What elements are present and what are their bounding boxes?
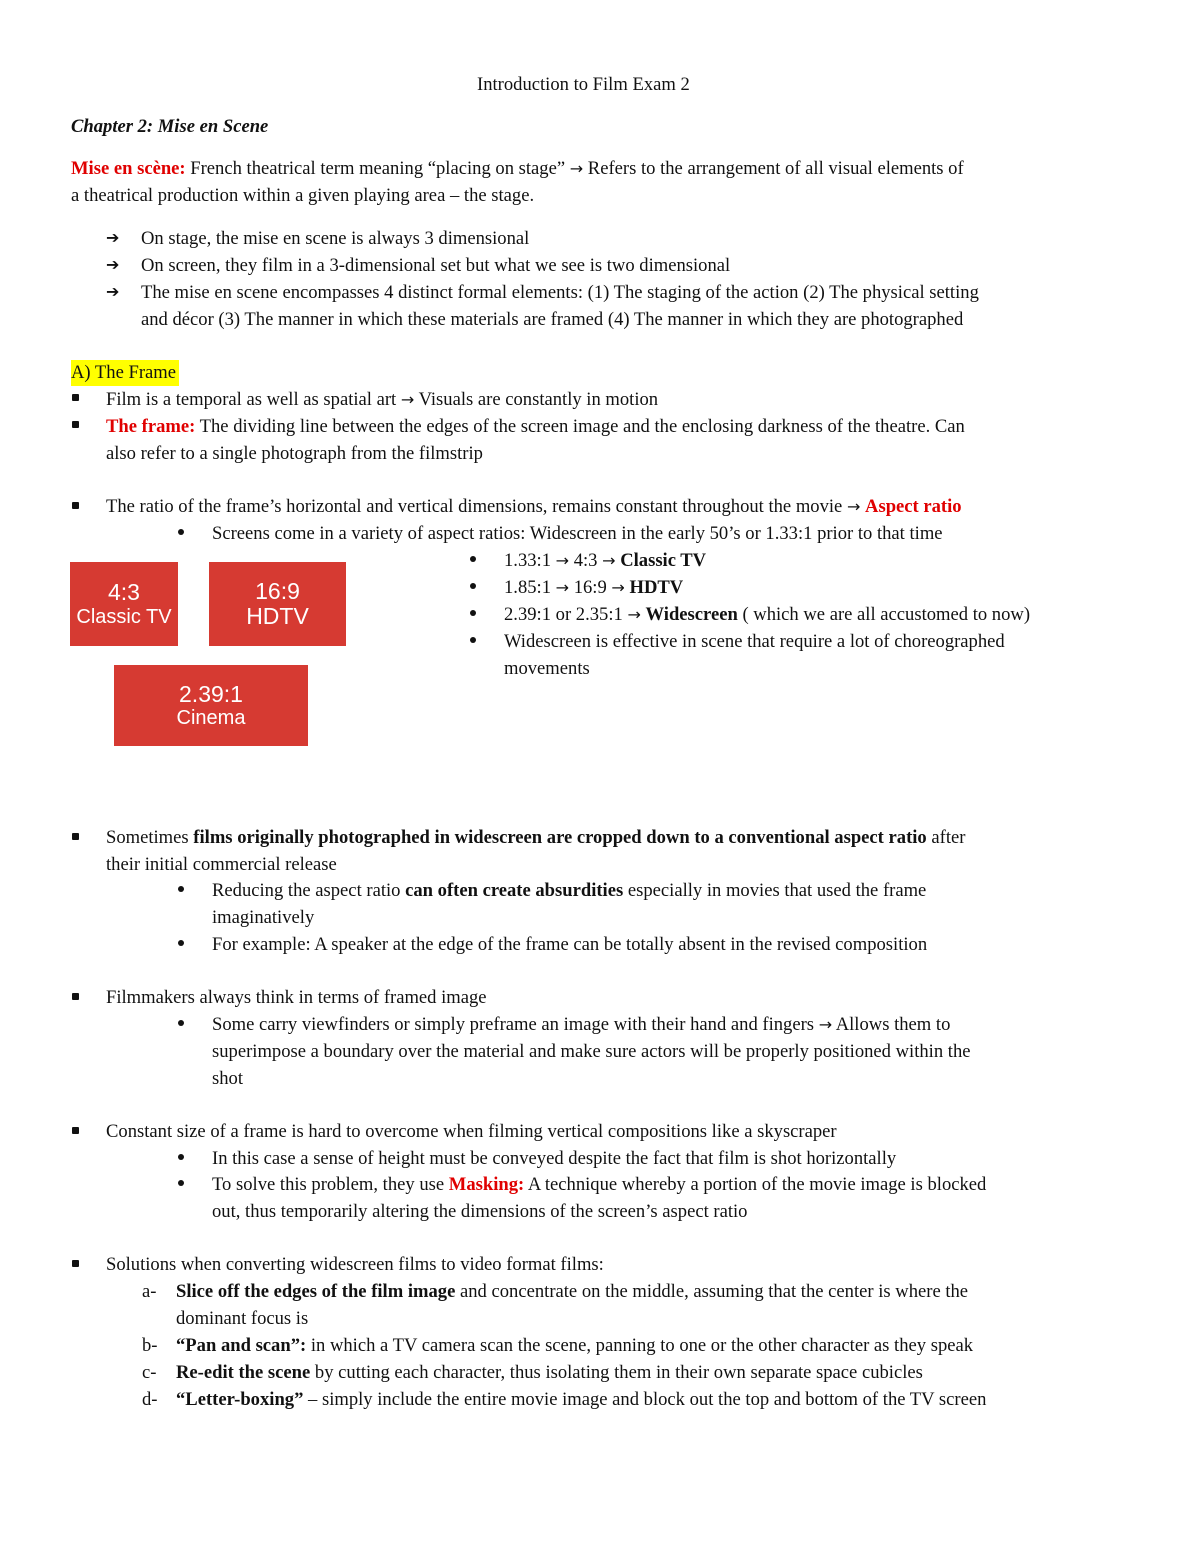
term-mise-en-scene: Mise en scène: xyxy=(71,158,186,179)
solution-marker-d: d- xyxy=(142,1389,158,1410)
widescreen-note: Widescreen is effective in scene that require a lot of choreographed xyxy=(504,631,1005,652)
vertical-sub-1: In this case a sense of height must be conveyed despite the fact that film is shot horizontally xyxy=(212,1148,897,1169)
arrow-icon: → xyxy=(555,578,570,597)
term-aspect-ratio: Aspect ratio xyxy=(865,496,962,517)
intro-line-1: Mise en scène: French theatrical term meaning “placing on stage” → Refers to the arrangement of all visual elements of xyxy=(71,158,964,179)
bullet-icon xyxy=(178,940,184,946)
vertical-sub-2-cont: out, thus temporarily altering the dimensions of the screen’s aspect ratio xyxy=(212,1201,748,1222)
bullet-icon xyxy=(178,1180,184,1186)
solutions-intro: Solutions when converting widescreen films to video format films: xyxy=(106,1254,604,1275)
vertical-point: Constant size of a frame is hard to overcome when filming vertical compositions like a skyscraper xyxy=(106,1121,837,1142)
cropping-sub-1: Reducing the aspect ratio can often create absurdities especially in movies that used the frame xyxy=(212,880,927,901)
arrow-item-1: On stage, the mise en scene is always 3 dimensional xyxy=(141,228,530,249)
bullet-icon xyxy=(470,556,476,562)
solution-item-c: Re-edit the scene by cutting each character, thus isolating them in their own separate space cubicles xyxy=(176,1362,923,1383)
arrow-icon: → xyxy=(818,1015,833,1034)
bullet-icon xyxy=(178,1154,184,1160)
arrow-icon: → xyxy=(627,605,641,624)
arrow-icon: → xyxy=(602,551,616,570)
ratio-box-cinema: 2.39:1 Cinema xyxy=(114,665,308,746)
bullet-icon xyxy=(470,610,476,616)
arrow-item-2: On screen, they film in a 3-dimensional set but what we see is two dimensional xyxy=(141,255,731,276)
aspect-ratio-sub: Screens come in a variety of aspect ratios: Widescreen in the early 50’s or 1.33:1 prior to that time xyxy=(212,523,943,544)
bullet-icon xyxy=(72,1127,79,1134)
arrow-bullet-icon: ➔ xyxy=(106,255,120,274)
ratio-item-1: 1.33:1 → 4:3 → Classic TV xyxy=(504,550,707,571)
solution-marker-c: c- xyxy=(142,1362,157,1383)
bullet-icon xyxy=(178,529,184,535)
vertical-sub-2: To solve this problem, they use Masking: A technique whereby a portion of the movie image is blocked xyxy=(212,1174,987,1195)
filmmakers-sub: Some carry viewfinders or simply preframe an image with their hand and fingers → Allows them to xyxy=(212,1014,951,1035)
bullet-icon xyxy=(178,886,184,892)
ratio-box-classic-tv: 4:3 Classic TV xyxy=(70,562,178,646)
bullet-icon xyxy=(72,833,79,840)
document-title: Introduction to Film Exam 2 xyxy=(477,74,690,95)
bullet-icon xyxy=(72,502,79,509)
frame-point-1: Film is a temporal as well as spatial art → Visuals are constantly in motion xyxy=(106,389,659,410)
solution-item-d: “Letter-boxing” – simply include the entire movie image and block out the top and bottom of the TV screen xyxy=(176,1389,987,1410)
arrow-bullet-icon: ➔ xyxy=(106,282,120,301)
bullet-icon xyxy=(178,1020,184,1026)
cropping-sub-1-cont: imaginatively xyxy=(212,907,315,928)
solution-item-a: Slice off the edges of the film image and concentrate on the middle, assuming that the center is where the xyxy=(176,1281,969,1302)
intro-line-2: a theatrical production within a given playing area – the stage. xyxy=(71,185,535,206)
solution-marker-b: b- xyxy=(142,1335,158,1356)
filmmakers-sub-cont-2: shot xyxy=(212,1068,243,1089)
bullet-icon xyxy=(72,1260,79,1267)
arrow-icon: → xyxy=(846,497,861,516)
bullet-icon xyxy=(470,583,476,589)
filmmakers-sub-cont: superimpose a boundary over the material and make sure actors will be properly positioned within the xyxy=(212,1041,971,1062)
widescreen-note-cont: movements xyxy=(504,658,590,679)
frame-point-3: The ratio of the frame’s horizontal and vertical dimensions, remains constant throughout the movie → Aspect ratio xyxy=(106,496,962,517)
term-masking: Masking: xyxy=(448,1174,525,1195)
bullet-icon xyxy=(72,993,79,1000)
ratio-item-2: 1.85:1 → 16:9 → HDTV xyxy=(504,577,684,598)
frame-point-2-cont: also refer to a single photograph from the filmstrip xyxy=(106,443,483,464)
bullet-icon xyxy=(72,421,79,428)
cropping-point: Sometimes films originally photographed in widescreen are cropped down to a conventional aspect ratio after xyxy=(106,827,966,848)
bullet-icon xyxy=(72,394,79,401)
filmmakers-point: Filmmakers always think in terms of framed image xyxy=(106,987,487,1008)
arrow-icon: → xyxy=(611,578,625,597)
cropping-point-cont: their initial commercial release xyxy=(106,854,337,875)
solution-item-b: “Pan and scan”: in which a TV camera scan the scene, panning to one or the other character as they speak xyxy=(176,1335,974,1356)
ratio-box-hdtv: 16:9 HDTV xyxy=(209,562,346,646)
arrow-icon: → xyxy=(569,159,584,178)
ratio-item-3: 2.39:1 or 2.35:1 → Widescreen ( which we are all accustomed to now) xyxy=(504,604,1031,625)
frame-point-2: The frame: The dividing line between the edges of the screen image and the enclosing darkness of the theatre. Can xyxy=(106,416,965,437)
arrow-bullet-icon: ➔ xyxy=(106,228,120,247)
section-a-heading: A) The Frame xyxy=(71,364,179,383)
arrow-item-3: The mise en scene encompasses 4 distinct formal elements: (1) The staging of the action (2) The physical setting xyxy=(141,282,979,303)
bullet-icon xyxy=(470,637,476,643)
chapter-heading: Chapter 2: Mise en Scene xyxy=(71,116,269,137)
solution-marker-a: a- xyxy=(142,1281,157,1302)
arrow-icon: → xyxy=(400,390,415,409)
arrow-item-3-cont: and décor (3) The manner in which these materials are framed (4) The manner in which they are photographed xyxy=(141,309,964,330)
term-the-frame: The frame: xyxy=(106,416,196,437)
solution-item-a-cont: dominant focus is xyxy=(176,1308,309,1329)
arrow-icon: → xyxy=(555,551,570,570)
cropping-sub-2: For example: A speaker at the edge of the frame can be totally absent in the revised composition xyxy=(212,934,928,955)
